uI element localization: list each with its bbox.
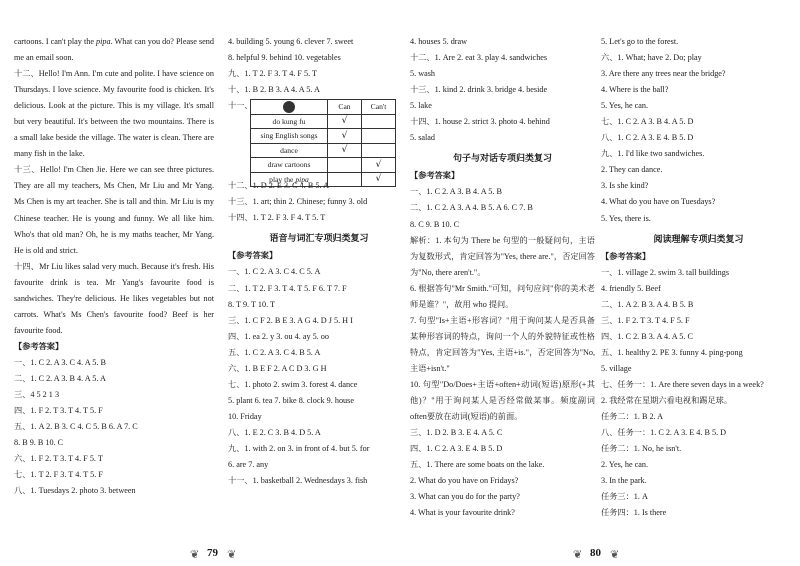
answer-line: 十二、1. D 2. E 3. C 4. B 5. A — [228, 181, 329, 191]
explanation: 6. 根据答句"Mr Smith."可知，问句应问"你的美术老师是谁？"，故用 who 提问。 — [410, 283, 595, 309]
leaf-icon: ❦ — [610, 549, 620, 561]
activity-cell: play the pipa — [251, 172, 328, 187]
answer-line: 2. They can dance. — [601, 165, 663, 175]
answer-line: 一、1. C 2. A 3. B 4. A 5. B — [410, 187, 502, 197]
answer-line: 四、1. F 2. T 3. T 4. T 5. F — [14, 406, 103, 416]
activity-cell: sing English songs — [251, 129, 328, 144]
answer-line: 三、1. D 2. B 3. E 4. A 5. C — [410, 428, 503, 438]
answer-line: 3. Is she kind? — [601, 181, 649, 191]
leaf-icon: ❦ — [573, 549, 583, 561]
answer-header: 【参考答案】 — [410, 171, 460, 181]
answer-line: 九、1. with 2. on 3. in front of 4. but 5. for — [228, 443, 370, 453]
activity-cell: dance — [251, 143, 328, 158]
answer-line: 8. T 9. T 10. T — [228, 299, 276, 309]
can-cant-table — [250, 99, 396, 187]
table-head-cell: Can't — [362, 100, 396, 115]
activity-cell: do kung fu — [251, 114, 328, 129]
cant-cell — [362, 114, 396, 129]
reading-text-14: 十四、Mr Liu likes salad very much. Because it's fresh. His favourite drink is tea. Mr Yang's favourite food is sandwiches. They're delicious. He likes vegetables but not carrots. What's Ms Chen's favourite food? Beef is her favourite food. — [14, 261, 214, 335]
can-cell: √ — [328, 114, 362, 129]
answer-line: 五、1. C 2. A 3. C 4. B 5. A — [228, 347, 321, 357]
section-title: 语音与词汇专项归类复习 — [269, 233, 369, 244]
answer-line: 3. In the park. — [601, 476, 647, 486]
reading-text-13: 十三、Hello! I'm Chen Jie. Here we can see three pictures. They are all my teachers, Ms Chen, Mr Liu and Mr Yang. Ms Chen is my art teacher. She is tall and thin. Mr Liu is my Chinese teacher. He is young and funny. We all like him. Who's that old man? Oh, he is my maths teacher, Mr Yang. He is old and strict. — [14, 165, 214, 255]
answer-line: 二、1. C 2. A 3. B 4. A 5. A — [14, 373, 106, 383]
reading-text-tail: cartoons. I can't play the pipa. What can you do? Please send me an email soon. — [14, 37, 214, 63]
answer-line: 十四、1. T 2. F 3. F 4. T 5. T — [228, 213, 326, 223]
answer-line: 4. Where is the ball? — [601, 85, 669, 95]
can-cell: √ — [328, 129, 362, 144]
can-cell — [328, 158, 362, 173]
answer-line: 8. B 9. B 10. C — [14, 438, 64, 448]
column-4 — [601, 34, 796, 521]
answer-line: 二、1. A 2. B 3. A 4. B 5. B — [601, 299, 694, 309]
answer-line: 5. village — [601, 363, 632, 373]
answer-line: 七、1. T 2. F 3. T 4. T 5. F — [14, 470, 103, 480]
column-1 — [14, 34, 214, 499]
answer-line: 十四、1. house 2. strict 3. photo 4. behind — [410, 117, 550, 127]
child-icon — [283, 101, 295, 113]
answer-line: 三、1. C F 2. B E 3. A G 4. D J 5. H I — [228, 315, 353, 325]
answer-line: 四、1. C 2. A 3. E 4. B 5. D — [410, 444, 503, 454]
answer-line: 二、1. C 2. A 3. A 4. B 5. A 6. C 7. B — [410, 203, 533, 213]
table-head-cell: Can — [328, 100, 362, 115]
answer-line: 6. are 7. any — [228, 460, 269, 470]
answer-line: 3. Are there any trees near the bridge? — [601, 69, 726, 79]
table-prefix: 十一、 — [228, 101, 253, 111]
answer-line: 十三、1. art; thin 2. Chinese; funny 3. old — [228, 197, 368, 207]
answer-line: 一、1. C 2. A 3. C 4. C 5. A — [228, 267, 321, 277]
reading-text-12: 十二、Hello! I'm Ann. I'm cute and polite. I have science on Thursdays. I love science. My favourite food is chicken. It's delicious. Look at the picture. This is my village. It's small but very beautiful. It's between the two mountains. There is a small lake beside the village. The water is clean. There are many fish in the lake. — [14, 69, 214, 159]
answer-header: 【参考答案】 — [14, 341, 64, 351]
table-row — [251, 114, 396, 129]
answer-line: 任务三：1. A — [601, 492, 648, 502]
answer-header: 【参考答案】 — [228, 251, 278, 261]
answer-header: 【参考答案】 — [601, 251, 651, 261]
cant-cell — [362, 129, 396, 144]
answer-line: 4. houses 5. draw — [410, 37, 468, 46]
answer-line: 十、1. B 2. B 3. A 4. A 5. A — [228, 85, 320, 95]
answer-line: 四、1. ea 2. y 3. ou 4. ay 5. oo — [228, 331, 329, 341]
answer-line: 八、1. C 2. A 3. E 4. B 5. D — [601, 133, 694, 143]
answer-line: 十一、1. basketball 2. Wednesdays 3. fish — [228, 476, 368, 486]
answer-line: 3. What can you do for the party? — [410, 492, 520, 502]
answer-line: 三、4 5 2 1 3 — [14, 390, 60, 400]
page-number-right: 80 — [590, 547, 601, 559]
answer-line: 二、1. T 2. F 3. T 4. T 5. F 6. T 7. F — [228, 283, 347, 293]
can-cell: √ — [328, 143, 362, 158]
section-title: 阅读理解专项归类复习 — [653, 233, 744, 244]
answer-line: 十二、1. Are 2. eat 3. play 4. sandwiches — [410, 53, 548, 63]
answer-line: 5. wash — [410, 69, 436, 79]
answer-line: 2. Yes, he can. — [601, 460, 649, 470]
answer-line: 任务四：1. Is there — [601, 508, 667, 518]
answer-line: 任务二：1. No, he isn't. — [601, 444, 682, 454]
answer-line: 五、1. There are some boats on the lake. — [410, 460, 545, 470]
answer-line: 10. Friday — [228, 411, 262, 421]
activity-cell: draw cartoons — [251, 158, 328, 173]
table-row — [251, 172, 396, 187]
answer-line: 七、1. photo 2. swim 3. forest 4. dance — [228, 379, 358, 389]
explanation: 解析：1. 本句为 There be 句型的一般疑问句，主语为复数形式，肯定回答为"Yes, there are."，否定回答为"No, there aren't."。 — [410, 235, 595, 277]
answer-line: 五、1. A 2. B 3. C 4. C 5. B 6. A 7. C — [14, 422, 138, 432]
cant-cell: √ — [362, 158, 396, 173]
answer-line: 三、1. F 2. T 3. T 4. F 5. F — [601, 315, 690, 325]
table-row — [251, 143, 396, 158]
answer-line: 九、1. T 2. F 3. T 4. F 5. T — [228, 69, 318, 79]
answer-line: 5. Yes, there is. — [601, 213, 651, 223]
page-number-left: 79 — [207, 547, 218, 559]
answer-line: 8. helpful 9. behind 10. vegetables — [228, 53, 341, 63]
leaf-icon: ❦ — [227, 549, 237, 561]
answer-line: 4. What do you have on Tuesdays? — [601, 197, 716, 207]
cant-cell — [362, 143, 396, 158]
answer-line: 六、1. B E F 2. A C D 3. G H — [228, 363, 327, 373]
explanation: 7. 句型"Is+主语+形容词？"用于询问某人是否具备某种形容词的特点，询问一个人的外貌特征或性格特点，肯定回答为"Yes, 主语+is."，否定回答为"No, 主语+isn't." — [410, 315, 595, 373]
cant-cell: √ — [362, 172, 396, 187]
leaf-icon: ❦ — [190, 549, 200, 561]
section-title: 句子与对话专项归类复习 — [452, 153, 552, 164]
answer-line: 十三、1. kind 2. drink 3. bridge 4. beside — [410, 85, 548, 95]
answer-line: 任务二：1. B 2. A — [601, 412, 664, 422]
table-row — [251, 129, 396, 144]
answer-line: 4. building 5. young 6. clever 7. sweet — [228, 37, 354, 46]
answer-line: 七、任务一：1. Are there seven days in a week? — [601, 379, 764, 389]
answer-line: 2. 我经常在星期六看电视和踢足球。 — [601, 396, 733, 406]
answer-line: 4. friendly 5. Beef — [601, 283, 661, 293]
answer-line: 八、1. Tuesdays 2. photo 3. between — [14, 486, 136, 496]
answer-line: 5. plant 6. tea 7. bike 8. clock 9. house — [228, 395, 354, 405]
answer-line: 一、1. C 2. A 3. C 4. A 5. B — [14, 357, 106, 367]
answer-line: 八、任务一：1. C 2. A 3. E 4. B 5. D — [601, 428, 727, 438]
answer-line: 2. What do you have on Fridays? — [410, 476, 519, 486]
explanation: 10. 句型"Do/Does+主语+often+动词(短语)原形(+其他)？"用于询问某人是否经常做某事。频度副词often要放在动词(短语)的前面。 — [410, 379, 595, 422]
answer-line: 九、1. I'd like two sandwiches. — [601, 149, 705, 159]
table-row — [251, 158, 396, 173]
answer-line: 八、1. E 2. C 3. B 4. D 5. A — [228, 427, 321, 437]
answer-line: 一、1. village 2. swim 3. tall buildings — [601, 267, 730, 277]
can-cell — [328, 172, 362, 187]
answer-line: 五、1. healthy 2. PE 3. funny 4. ping-pong — [601, 347, 743, 357]
answer-line: 5. Yes, he can. — [601, 101, 649, 111]
answer-line: 六、1. F 2. T 3. T 4. F 5. T — [14, 454, 103, 464]
table-head-cell — [251, 100, 328, 115]
answer-line: 5. Let's go to the forest. — [601, 37, 679, 46]
answer-line: 8. C 9. B 10. C — [410, 219, 460, 229]
table-header-row — [251, 100, 396, 115]
answer-line: 四、1. C 2. B 3. A 4. A 5. C — [601, 331, 693, 341]
answer-line: 5. salad — [410, 133, 436, 143]
answer-line: 4. What is your favourite drink? — [410, 508, 515, 518]
answer-line: 七、1. C 2. A 3. B 4. A 5. D — [601, 117, 694, 127]
answer-line: 5. lake — [410, 101, 432, 111]
column-3 — [410, 34, 595, 521]
answer-line: 六、1. What; have 2. Do; play — [601, 53, 702, 63]
